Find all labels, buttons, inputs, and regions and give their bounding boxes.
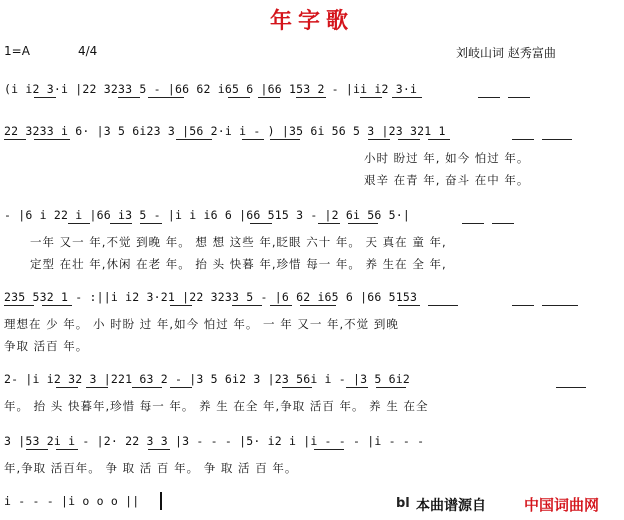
underline bbox=[512, 305, 534, 306]
underline bbox=[376, 387, 406, 388]
underline bbox=[462, 223, 484, 224]
notation-line-4: 235 532 1 - :||i i2 3·21 |22 3233 5 - |6 62 i65 6 |66 5153 bbox=[4, 290, 418, 304]
underline bbox=[512, 139, 534, 140]
underline bbox=[270, 305, 292, 306]
lyric-line-5: 理想在 少 年。 小 时盼 过 年,如今 怕过 年。 一 年 又一 年,不觉 到晚 bbox=[4, 317, 399, 331]
underline bbox=[148, 449, 170, 450]
underline bbox=[392, 97, 422, 98]
lyric-line-4: 定型 在壮 年,休闲 在老 年。 抬 头 快暮 年,珍惜 每一 年。 养 生在 全 年, bbox=[30, 257, 447, 271]
underline bbox=[478, 97, 500, 98]
underline bbox=[250, 223, 272, 224]
underline bbox=[118, 97, 140, 98]
underline bbox=[4, 139, 26, 140]
notation-line-5: 2- |i i2 32 3 |221 63 2 - |3 5 6i2 3 |23 56i i - |3 5 6i2 bbox=[4, 372, 411, 386]
time-signature: 4/4 bbox=[78, 44, 98, 58]
final-barline bbox=[160, 492, 162, 510]
underline bbox=[170, 305, 192, 306]
underline bbox=[42, 305, 72, 306]
underline bbox=[542, 305, 578, 306]
underline bbox=[368, 139, 390, 140]
underline bbox=[398, 139, 420, 140]
notation-line-6: 3 |53 2i i - |2· 22 3 3 |3 - - - |5· i2 i |i - - - |i - - - bbox=[4, 434, 425, 448]
underline bbox=[228, 97, 250, 98]
underline bbox=[542, 139, 572, 140]
underline bbox=[34, 139, 70, 140]
underline bbox=[170, 387, 192, 388]
underline bbox=[86, 387, 108, 388]
underline bbox=[176, 139, 212, 140]
lyric-line-6: 争取 活百 年。 bbox=[4, 339, 89, 353]
underline bbox=[348, 223, 378, 224]
underline bbox=[556, 387, 586, 388]
underline bbox=[282, 387, 312, 388]
underline bbox=[232, 305, 262, 306]
underline bbox=[132, 387, 162, 388]
notation-line-1: (i i2 3·i |22 3233 5 - |66 62 i65 6 |66 153 2 - |ii i2 3·i bbox=[4, 82, 418, 96]
underline bbox=[296, 97, 326, 98]
underline bbox=[318, 223, 340, 224]
lyric-line-3: 一年 又一 年,不觉 到晚 年。 想 想 这些 年,眨眼 六十 年。 天 真在 童 年, bbox=[30, 235, 447, 249]
underline bbox=[428, 139, 450, 140]
underline bbox=[270, 139, 300, 140]
underline bbox=[300, 305, 336, 306]
site-name: 中国词曲网 bbox=[524, 496, 600, 514]
lyric-line-7: 年。 抬 头 快暮年,珍惜 每一 年。 养 生 在全 年,争取 活百 年。 养 生 在全 bbox=[4, 399, 429, 413]
underline bbox=[56, 387, 78, 388]
underline bbox=[346, 387, 368, 388]
underline bbox=[148, 97, 184, 98]
underline bbox=[314, 449, 344, 450]
underline bbox=[242, 139, 264, 140]
song-title: 年字歌 bbox=[269, 8, 354, 34]
notation-line-3: - |6 i 22 i |66 i3 5 - |i i i6 6 |66 515 3 - |2 6i 56 5·| bbox=[4, 208, 411, 222]
underline bbox=[26, 449, 48, 450]
underline bbox=[4, 305, 34, 306]
notation-line-2: 22 3233 i 6· |3 5 6i23 3 |56 2·i i - ) |35 6i 56 5 3 |23 321 1 bbox=[4, 124, 446, 138]
underline bbox=[360, 97, 382, 98]
notation-line-7: i - - - |i o o o || bbox=[4, 494, 140, 508]
key-signature: 1=A bbox=[4, 44, 30, 58]
lyric-line-8: 年,争取 活百年。 争 取 活 百 年。 争 取 活 百 年。 bbox=[4, 461, 298, 475]
credits: 刘岐山词 赵秀富曲 bbox=[456, 46, 556, 60]
underline bbox=[110, 223, 132, 224]
underline bbox=[34, 97, 56, 98]
underline bbox=[492, 223, 514, 224]
underline bbox=[56, 449, 78, 450]
underline bbox=[258, 97, 280, 98]
source-logo-icon: bl bbox=[396, 496, 410, 511]
underline bbox=[68, 223, 90, 224]
lyric-line-1: 小时 盼过 年, 如今 怕过 年。 bbox=[364, 151, 530, 165]
lyric-line-2: 艰辛 在青 年, 奋斗 在中 年。 bbox=[364, 173, 530, 187]
underline bbox=[140, 223, 162, 224]
underline bbox=[398, 305, 420, 306]
source-text: 本曲谱源自 bbox=[416, 498, 486, 514]
underline bbox=[428, 305, 458, 306]
underline bbox=[508, 97, 530, 98]
